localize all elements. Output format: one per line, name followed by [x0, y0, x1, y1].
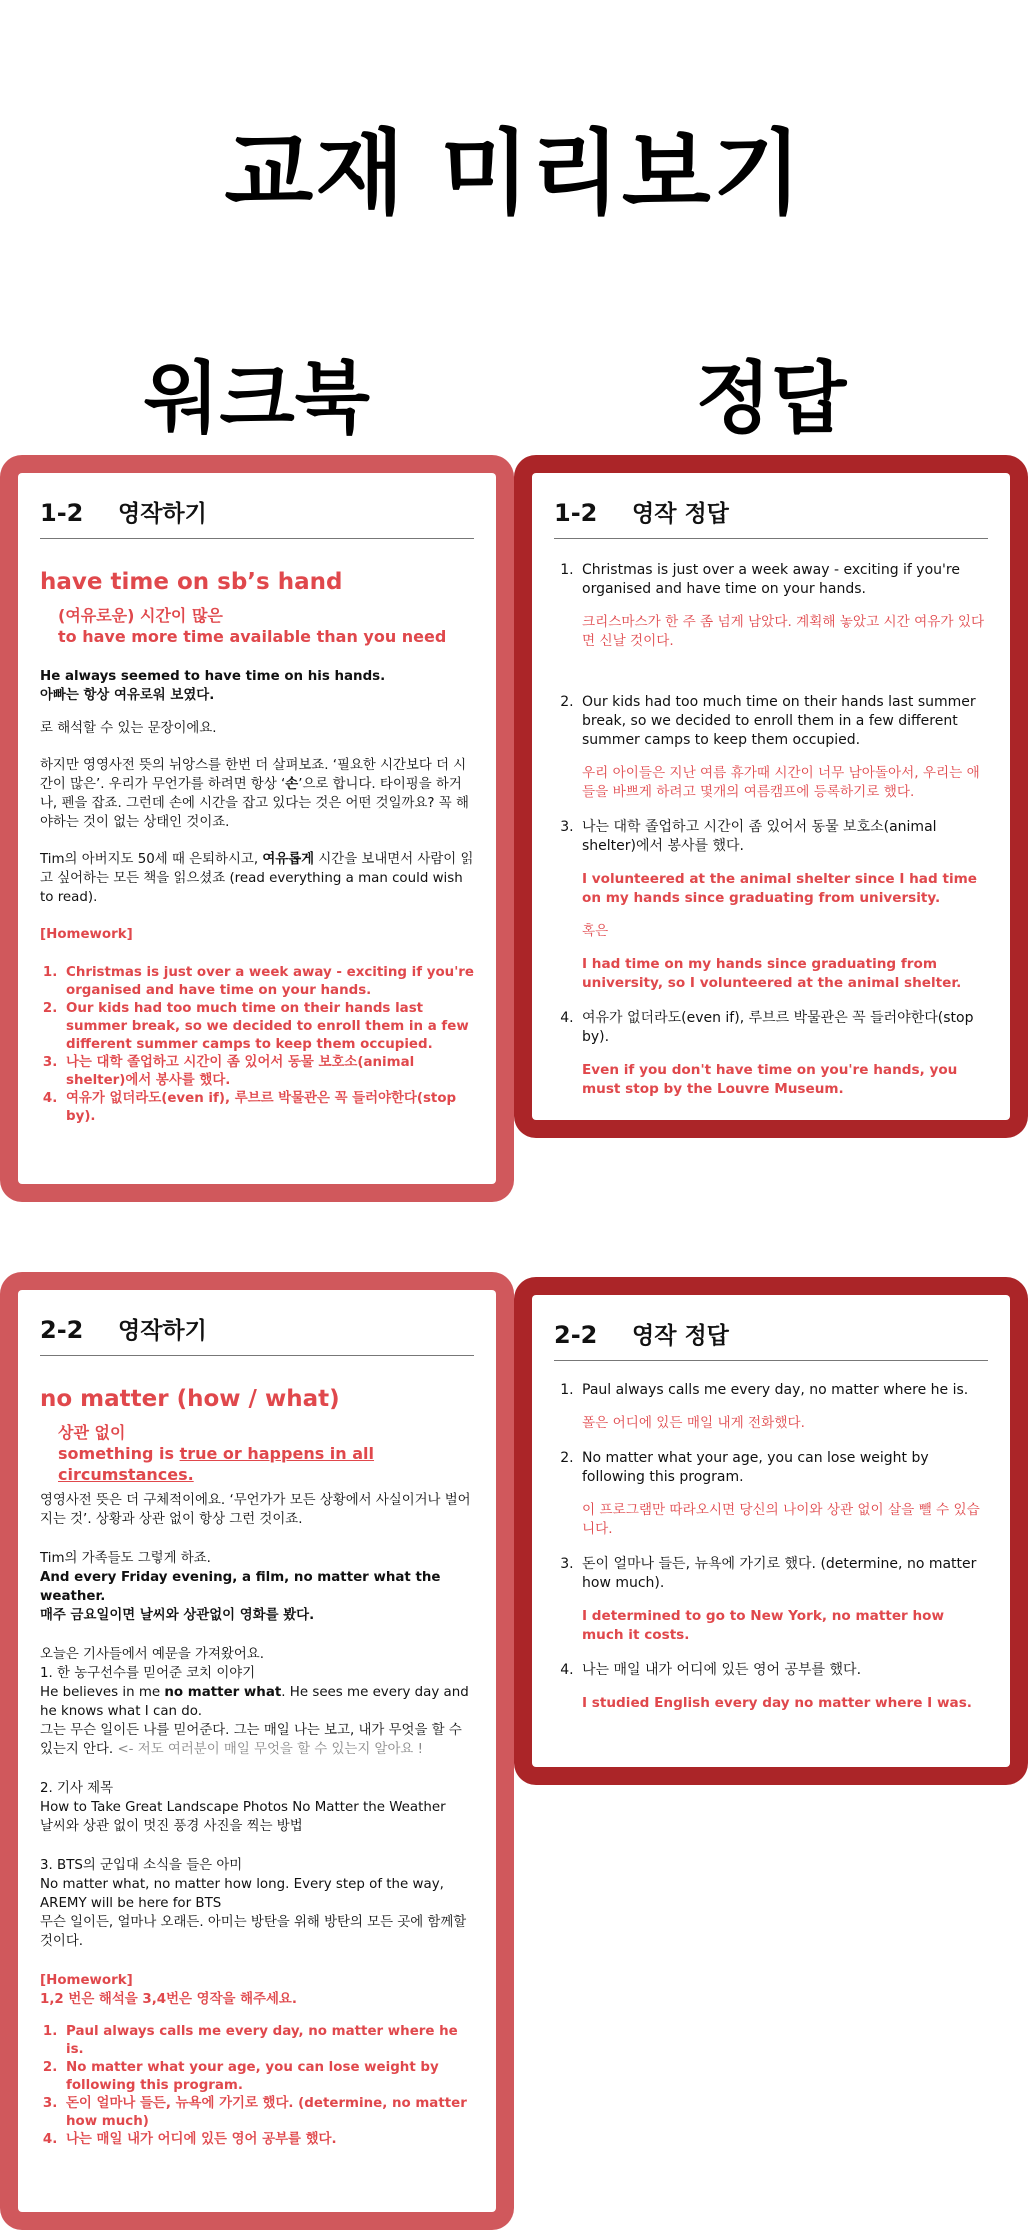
answer: Even if you don't have time on you're hands, you must stop by the Louvre Museum. [582, 1062, 958, 1097]
text: 시간을 보내면서 사람이 읽고 싶어하는 모든 책을 읽으셨죠 (read everything a man could wish to read). [40, 852, 474, 905]
meaning-en [40, 1443, 474, 1485]
text: 하지만 영영사전 뜻의 뉘앙스를 한번 더 살펴보죠. ‘필요한 시간보다 더 시간이 많은’. 우리가 무언가를 하려면 항상 ‘ [40, 758, 467, 792]
answer: 크리스마스가 한 주 좀 넘게 남았다. 계획해 놓았고 시간 여유가 있다면 신날 것이다. [582, 614, 985, 649]
meaning-ko: 상관 없이 [58, 1423, 126, 1442]
section-number: 2-2 [554, 1321, 598, 1349]
workbook-page-2-2 [18, 1290, 496, 2212]
section-header [40, 495, 474, 539]
list-item [578, 1661, 988, 1713]
answer: 이 프로그램만 따라오시면 당신의 나이와 상관 없이 살을 뺄 수 있습니다. [582, 1502, 980, 1537]
text: something is [58, 1444, 180, 1463]
question: 1. Paul always calls me every day, no matter where he is. [582, 1382, 969, 1398]
text: ’으로 합니다. 타이핑을 하거나, 펜을 잡죠. 그런데 손에 시간을 잡고 있다는 것은 어떤 것일까요? 꼭 해야하는 것이 없는 상태인 것이죠. [40, 777, 469, 830]
section-title: 영작하기 [118, 501, 207, 527]
text: He believes in me [40, 1685, 165, 1700]
section-number: 2-2 [40, 1316, 84, 1344]
article-2-en: How to Take Great Landscape Photos No Matter the Weather [40, 1800, 446, 1815]
article-3-title: 3. BTS의 군입대 소식을 들은 아미 [40, 1858, 243, 1873]
question: 2. No matter what your age, you can lose weight by following this program. [582, 1450, 929, 1485]
text-bold: no matter what [164, 1685, 282, 1700]
homework-list [40, 964, 474, 1126]
section-title: 영작하기 [118, 1318, 207, 1344]
homework-note: 1,2 번은 해석을 3,4번은 영작을 해주세요. [40, 1992, 297, 2007]
answer-card-2-2 [514, 1277, 1028, 1785]
article-2-ko: 날씨와 상관 없이 멋진 풍경 사진을 찍는 방법 [40, 1819, 303, 1834]
meaning-ko: (여유로운) 시간이 많은 [58, 606, 223, 625]
text-bold: 손 [285, 777, 299, 792]
list-item [578, 1449, 988, 1539]
question: 4. 여유가 없더라도(even if), 루브르 박물관은 꼭 들러야한다(stop by). [582, 1010, 974, 1045]
list-item: 1. Paul always calls me every day, no matter where he is. [62, 2023, 474, 2059]
list-item: 2. Our kids had too much time on their hands last summer break, so we decided to enroll them in a few different summer camps to keep them occupied. [62, 1000, 474, 1054]
answer: I determined to go to New York, no matter how much it costs. [582, 1608, 945, 1643]
explanation-1: 로 해석할 수 있는 문장이에요. [40, 721, 217, 736]
question: 3. 돈이 얼마나 들든, 뉴욕에 가기로 했다. (determine, no matter how much). [582, 1556, 977, 1591]
text: 그는 무슨 일이든 나를 믿어준다. 그는 매일 나는 보고, 내가 무엇을 할 수 있는지 안다. [40, 1723, 462, 1757]
explanation-3: 오늘은 기사들에서 예문을 가져왔어요. [40, 1647, 264, 1662]
homework-label: [Homework] [40, 927, 133, 942]
explanation-2 [40, 756, 474, 832]
answer: I had time on my hands since graduating from university, so I volunteered at the animal shelter. [582, 956, 962, 991]
section-header [40, 1312, 474, 1356]
list-item: 3. 돈이 얼마나 들든, 뉴욕에 가기로 했다. (determine, no matter how much) [62, 2095, 474, 2131]
answer-list [554, 561, 988, 1099]
list-item [578, 1009, 988, 1099]
example-ko: 아빠는 항상 여유로워 보였다. [40, 688, 215, 703]
column-title-workbook: 워크북 [143, 354, 371, 444]
text: . He sees me every day and he knows what I can do. [40, 1685, 469, 1719]
section-title: 영작 정답 [632, 501, 729, 527]
homework-label: [Homework] [40, 1973, 133, 1988]
section-header [554, 495, 988, 539]
list-item [578, 1555, 988, 1645]
answer: I volunteered at the animal shelter since I had time on my hands since graduating from university. [582, 871, 977, 906]
answer-page-2-2 [532, 1295, 1010, 1767]
article-3-ko: 무슨 일이든, 얼마나 오래든. 아미는 방탄을 위해 방탄의 모든 곳에 함께할 것이다. [40, 1915, 467, 1949]
answer-or: 혹은 [582, 923, 609, 939]
text-bold: 여유롭게 [262, 852, 315, 867]
question: 2. Our kids had too much time on their hands last summer break, so we decided to enroll them in a few different summer camps to keep them occupied. [582, 694, 976, 748]
page-title: 교재 미리보기 [224, 120, 804, 227]
article-1-ko [40, 1721, 474, 1759]
answer-page-1-2 [532, 473, 1010, 1120]
explanation-3 [40, 850, 474, 907]
article-2-title: 2. 기사 제목 [40, 1781, 114, 1796]
workbook-page-1-2 [18, 473, 496, 1184]
section-header [554, 1317, 988, 1361]
list-item: 2. No matter what your age, you can lose weight by following this program. [62, 2059, 474, 2095]
list-item [578, 1381, 988, 1433]
key-phrase: have time on sb’s hand [40, 569, 343, 595]
list-item [578, 693, 988, 802]
text-note: <- 저도 여러분이 매일 무엇을 할 수 있는지 알아요 ! [117, 1742, 423, 1757]
column-title-answers: 정답 [695, 354, 847, 444]
workbook-card-2-2 [0, 1272, 514, 2230]
meaning-en: to have more time available than you need [58, 627, 447, 646]
answer-card-1-2 [514, 455, 1028, 1138]
answer: 우리 아이들은 지난 여름 휴가때 시간이 너무 남아돌아서, 우리는 애들을 바쁘게 하려고 몇개의 여름캠프에 등록하기로 했다. [582, 765, 980, 800]
example-en: He always seemed to have time on his hands. [40, 669, 386, 684]
example-en: And every Friday evening, a film, no matter what the weather. [40, 1570, 441, 1604]
section-number: 1-2 [40, 499, 84, 527]
question: 1. Christmas is just over a week away - exciting if you're organised and have time on your hands. [582, 562, 960, 597]
explanation-1: 영영사전 뜻은 더 구체적이에요. ‘무언가가 모든 상황에서 사실이거나 벌어지는 것’. 상황과 상관 없이 항상 그런 것이죠. [40, 1493, 471, 1527]
example-ko: 매주 금요일이면 날씨와 상관없이 영화를 봤다. [40, 1608, 315, 1623]
text-underlined: true or happens in all circumstances. [58, 1444, 375, 1484]
answer: 폴은 어디에 있든 매일 내게 전화했다. [582, 1415, 805, 1431]
list-item: 3. 나는 대학 졸업하고 시간이 좀 있어서 동물 보호소(animal shelter)에서 봉사를 했다. [62, 1054, 474, 1090]
key-phrase: no matter (how / what) [40, 1386, 340, 1412]
workbook-card-1-2 [0, 455, 514, 1202]
list-item: 1. Christmas is just over a week away - exciting if you're organised and have time on your hands. [62, 964, 474, 1000]
list-item [578, 818, 988, 993]
explanation-2: Tim의 가족들도 그렇게 하죠. [40, 1551, 211, 1566]
list-item: 4. 여유가 없더라도(even if), 루브르 박물관은 꼭 들러야한다(stop by). [62, 1090, 474, 1126]
section-number: 1-2 [554, 499, 598, 527]
list-item [578, 561, 988, 651]
answer: I studied English every day no matter where I was. [582, 1695, 972, 1711]
list-item: 4. 나는 매일 내가 어디에 있든 영어 공부를 했다. [62, 2131, 474, 2149]
text: Tim의 아버지도 50세 때 은퇴하시고, [40, 852, 263, 867]
article-1-title: 1. 한 농구선수를 믿어준 코치 이야기 [40, 1666, 256, 1681]
article-1-en [40, 1683, 474, 1721]
answer-list [554, 1381, 988, 1713]
question: 4. 나는 매일 내가 어디에 있든 영어 공부를 했다. [582, 1662, 862, 1678]
section-title: 영작 정답 [632, 1323, 729, 1349]
homework-list [40, 2023, 474, 2149]
article-3-en: No matter what, no matter how long. Every step of the way, AREMY will be here for BTS [40, 1877, 444, 1911]
question: 3. 나는 대학 졸업하고 시간이 좀 있어서 동물 보호소(animal shelter)에서 봉사를 했다. [582, 819, 937, 854]
